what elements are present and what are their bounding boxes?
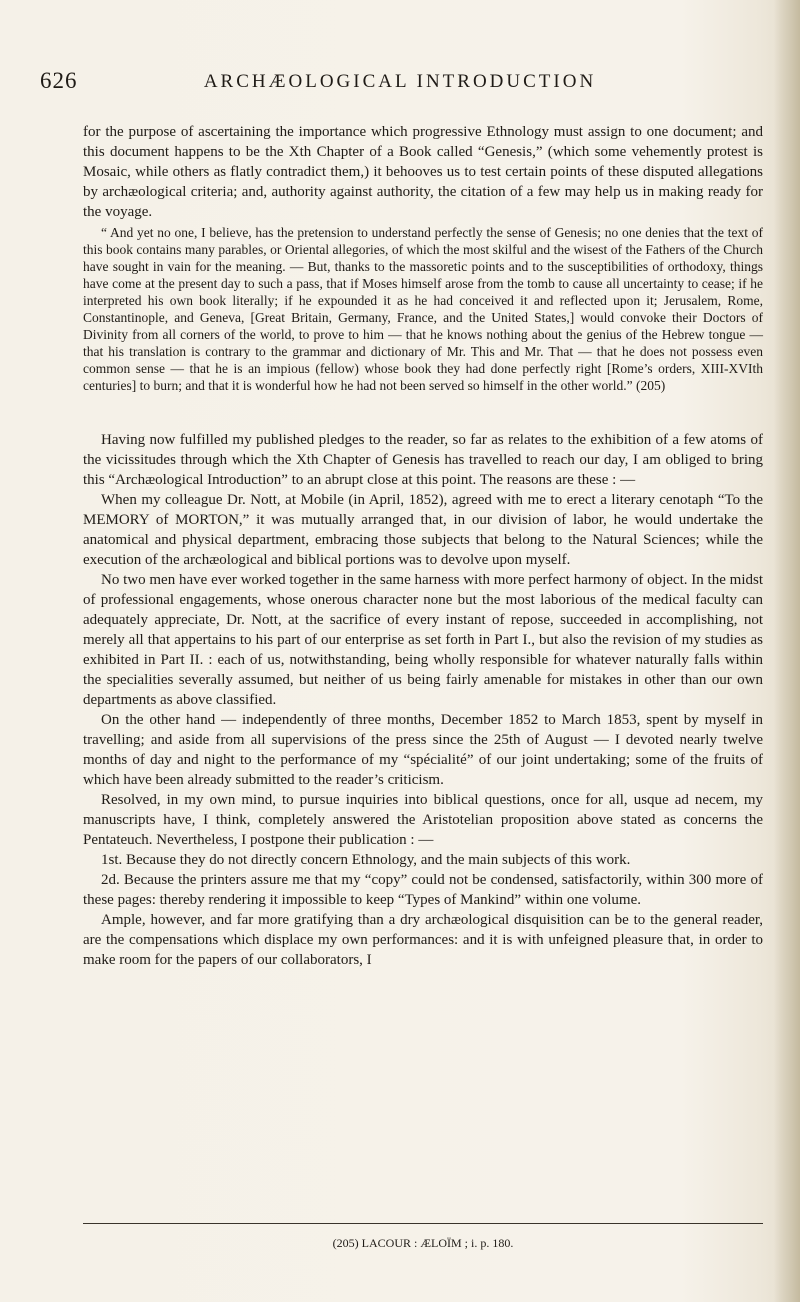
page-edge-shadow [774,0,800,1302]
footnote: (205) LACOUR : ÆLOÏM ; i. p. 180. [332,1236,514,1250]
page-number: 626 [40,68,78,93]
footnote-rule [83,1223,763,1224]
block-quote: “ And yet no one, I believe, has the pretension to understand perfectly the sense of Genesis; no one denies that the text of this book contains many parables, or Oriental allegories, of which the most skilful and the wisest of the Fathers of the Church have sought in vain for the meaning. — But, thanks to the massoretic points and to the susceptibilities of orthodoxy, things have come at the present day to such a pass, that if Moses himself arose from the tomb to cause all uncertainty to cease; if he interpreted his own book literally; if he expounded it as he had conceived it and reflected upon it; Jerusalem, Rome, Constantinople, and Geneva, [Great Britain, Germany, France, and the United States,] would convoke their Doctors of Divinity from all corners of the world, to prove to him — that he knows nothing about the genius of the Hebrew tongue — that his translation is contrary to the grammar and dictionary of Mr. This and Mr. That — that he does not possess even common sense — that he is an impious (fellow) whose book they had done perfectly right [Rome’s orders, XIII-XVIth centuries] to burn; and that it is wonderful how he had not been served so himself in the other world.” (205) [83,225,763,393]
paragraph-7: 1st. Because they do not directly concern Ethnology, and the main subjects of this work. [101,852,631,868]
paragraph-9: Ample, however, and far more gratifying than a dry archæological disquisition can be to the general reader, are the compensations which displace my own performances: and it is with unfeigned pleasure that, in order to make room for the papers of our collaborators, I [83,912,763,968]
text-body [83,122,763,970]
paragraph-8: 2d. Because the printers assure me that my “copy” could not be condensed, satisfactorily, within 300 more of these pages: thereby rendering it impossible to keep “Types of Mankind” within one volume. [83,872,763,908]
paragraph-5: On the other hand — independently of three months, December 1852 to March 1853, spent by myself in travelling; and aside from all supervisions of the press since the 25th of August — I devoted nearly twelve months of day and night to the performance of my “spécialité” of our joint undertaking; some of the fruits of which have been already submitted to the reader’s criticism. [83,712,763,788]
running-head: ARCHÆOLOGICAL INTRODUCTION [203,71,597,92]
paragraph-4: No two men have ever worked together in the same harness with more perfect harmony of object. In the midst of professional engagements, whose onerous character none but the most laborious of the medical faculty can adequately appreciate, Dr. Nott, at the sacrifice of every instant of repose, succeeded in accomplishing, not merely all that appertains to his part of our enterprise as set forth in Part I., but also the revision of my studies as exhibited in Part II. : each of us, notwithstanding, being wholly responsible for whatever naturally falls within the specialities severally assumed, but neither of us being fairly amenable for mistakes in other than our own departments as above classified. [83,572,763,708]
paragraph-2: Having now fulfilled my published pledges to the reader, so far as relates to the exhibition of a few atoms of the vicissitudes through which the Xth Chapter of Genesis has travelled to reach our day, I am obliged to bring this “Archæological Introduction” to an abrupt close at this point. The reasons are these : — [83,432,763,488]
page-header [40,68,760,94]
paragraph-6: Resolved, in my own mind, to pursue inquiries into biblical questions, once for all, usque ad necem, my manuscripts have, I think, completely answered the Aristotelian proposition above stated as concerns the Pentateuch. Nevertheless, I postpone their publication : — [83,792,763,848]
paragraph-1: for the purpose of ascertaining the importance which progressive Ethnology must assign to one document; and this document happens to be the Xth Chapter of a Book called “Genesis,” (which some vehemently protest is Mosaic, while others as flatly contradict them,) it behooves us to test certain points of these disputed allegations by archæological criteria; and, authority against authority, the citation of a few may help us in making ready for the voyage. [83,124,763,220]
paragraph-3: When my colleague Dr. Nott, at Mobile (in April, 1852), agreed with me to erect a literary cenotaph “To the MEMORY of MORTON,” it was mutually arranged that, in our division of labor, he would undertake the anatomical and physical department, embracing those subjects that belong to the Natural Sciences; while the execution of the archæological and biblical portions was to devolve upon myself. [83,492,763,568]
